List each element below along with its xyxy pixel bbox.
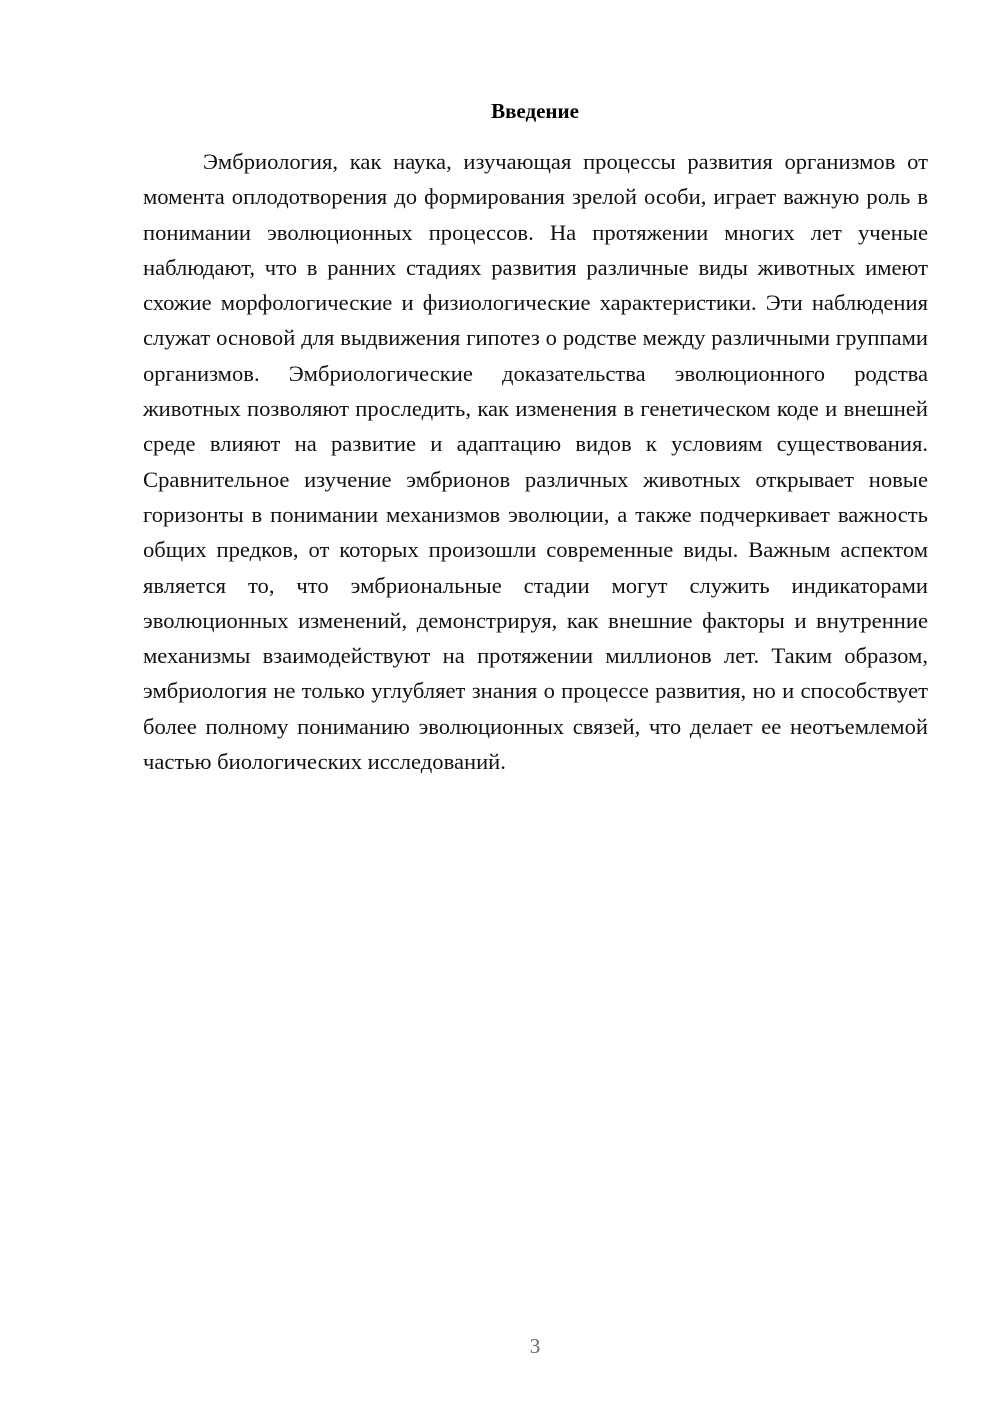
- intro-paragraph: Эмбриология, как наука, изучающая процессы развития организмов от момента оплодотворения до формирования зрелой особи, играет важную роль в понимании эволюционных процессов. На протяжении многих лет ученые наблюдают, что в ранних стадиях развития различные виды животных имеют схожие морфологические и физиологические характеристики. Эти наблюдения служат основой для выдвижения гипотез о родстве между различными группами организмов. Эмбриологические доказательства эволюционного родства животных позволяют проследить, как изменения в генетическом коде и внешней среде влияют на развитие и адаптацию видов к условиям существования. Сравнительное изучение эмбрионов различных животных открывает новые горизонты в понимании механизмов эволюции, а также подчеркивает важность общих предков, от которых произошли современные виды. Важным аспектом является то, что эмбриональные стадии могут служить индикаторами эволюционных изменений, демонстрируя, как внешние факторы и внутренние механизмы взаимодействуют на протяжении миллионов лет. Таким образом, эмбриология не только углубляет знания о процессе развития, но и способствует более полному пониманию эволюционных связей, что делает ее неотъемлемой частью биологических исследований.: [143, 149, 928, 775]
- section-heading: Введение: [491, 99, 579, 123]
- page-number: 3: [529, 1334, 541, 1358]
